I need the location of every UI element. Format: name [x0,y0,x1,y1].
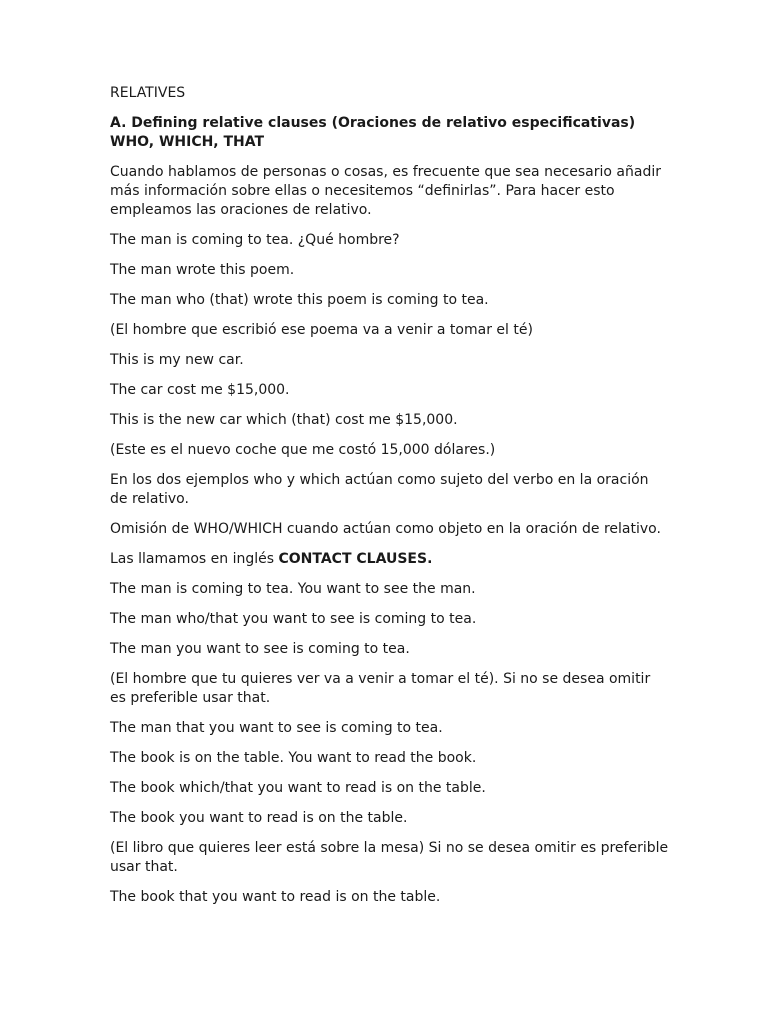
example-line: The book which/that you want to read is on the table. [110,780,486,796]
intro-paragraph: Cuando hablamos de personas o cosas, es frecuente que sea necesario añadir más información sobre ellas o necesitemos “definirlas”. Para hacer esto empleamos las oraciones de relativo. [110,164,661,218]
example-line: The man that you want to see is coming to tea. [110,720,443,736]
example-line: The book you want to read is on the table. [110,810,408,826]
note-paragraph: En los dos ejemplos who y which actúan como sujeto del verbo en la oración de relativo. [110,472,649,507]
document-body [110,84,670,918]
section-heading-line2: WHO, WHICH, THAT [110,134,265,150]
translation-line: (El hombre que escribió ese poema va a venir a tomar el té) [110,322,533,338]
contact-clauses-term: CONTACT CLAUSES. [278,551,433,567]
example-line: The man wrote this poem. [110,262,295,278]
example-line: This is my new car. [110,352,244,368]
example-line: The man who (that) wrote this poem is coming to tea. [110,292,489,308]
note-paragraph: Omisión de WHO/WHICH cuando actúan como objeto en la oración de relativo. [110,521,661,537]
contact-clauses-line [110,550,670,569]
translation-line: (Este es el nuevo coche que me costó 15,000 dólares.) [110,442,496,458]
section-heading-line1: A. Defining relative clauses (Oraciones de relativo especificativas) [110,115,636,131]
example-line: The man is coming to tea. You want to see the man. [110,581,476,597]
example-line: The man who/that you want to see is coming to tea. [110,611,477,627]
example-line: The man is coming to tea. ¿Qué hombre? [110,232,400,248]
example-line: This is the new car which (that) cost me $15,000. [110,412,458,428]
section-heading [110,114,670,152]
example-line: The car cost me $15,000. [110,382,290,398]
example-line: The book that you want to read is on the table. [110,889,441,905]
example-line: The man you want to see is coming to tea. [110,641,410,657]
contact-clauses-prefix: Las llamamos en inglés [110,551,279,567]
translation-line: (El hombre que tu quieres ver va a venir a tomar el té). Si no se desea omitir es preferible usar that. [110,671,651,706]
translation-line: (El libro que quieres leer está sobre la mesa) Si no se desea omitir es preferible usar that. [110,840,669,875]
example-line: The book is on the table. You want to read the book. [110,750,477,766]
document-title: RELATIVES [110,85,186,101]
